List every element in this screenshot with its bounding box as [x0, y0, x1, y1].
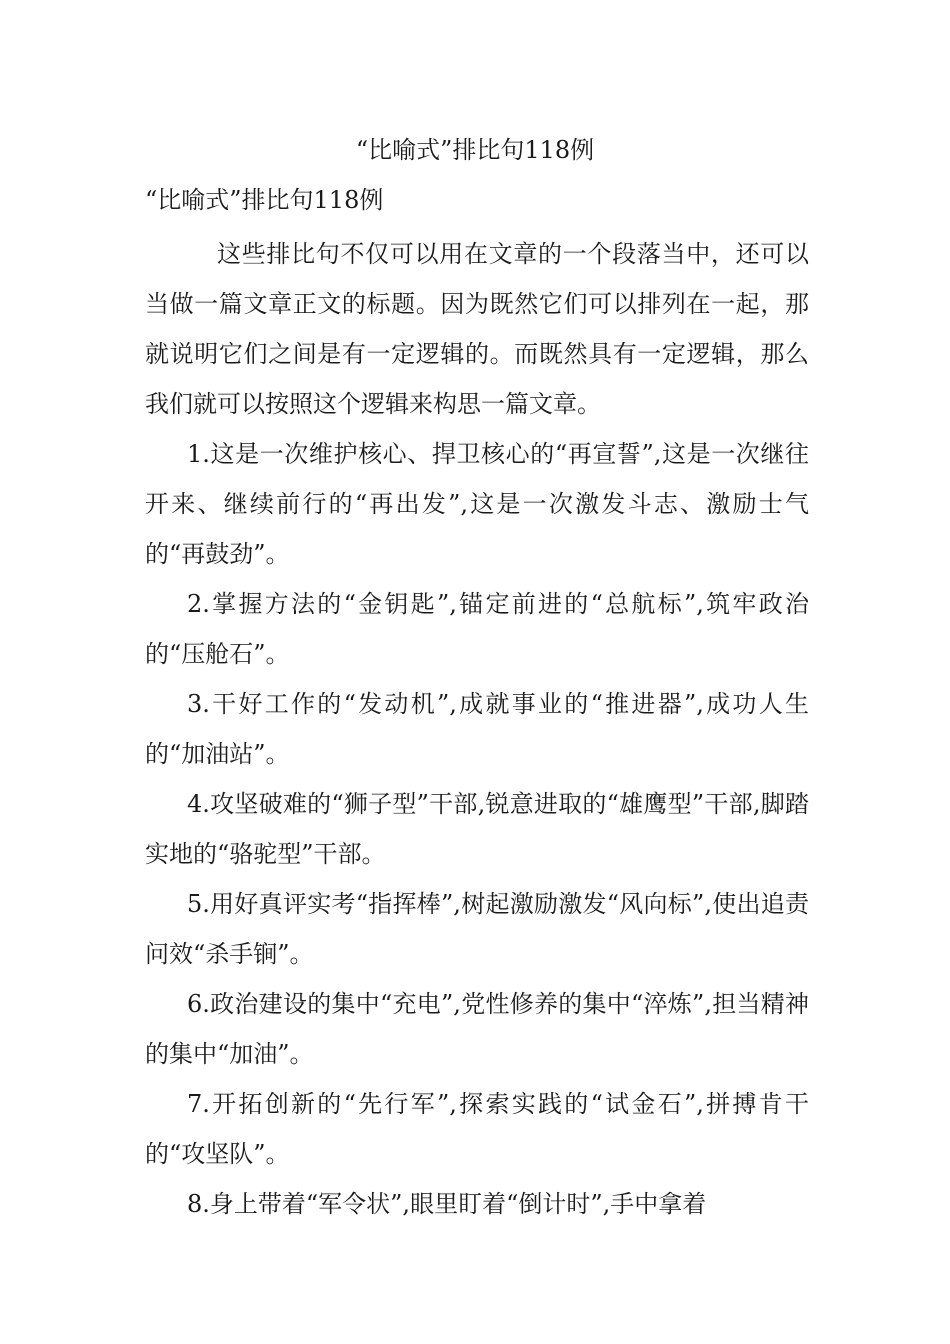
list-item: 8.身上带着“军令状”,眼里盯着“倒计时”,手中拿着 [187, 1190, 707, 1218]
list-item: 5.用好真评实考“指挥棒”,树起激励激发“风向标”,使出追责问效“杀手锏”。 [145, 890, 809, 968]
document-body [145, 181, 809, 1229]
list-item: 3.干好工作的“发动机”,成就事业的“推进器”,成功人生的“加油站”。 [145, 690, 809, 768]
document-subtitle: “比喻式”排比句118例 [145, 186, 384, 214]
list-item: 2.掌握方法的“金钥匙”,锚定前进的“总航标”,筑牢政治的“压舱石”。 [145, 590, 809, 668]
document-title: “比喻式”排比句118例 [355, 136, 595, 164]
intro-paragraph: 这些排比句不仅可以用在文章的一个段落当中，还可以当做一篇文章正文的标题。因为既然它们可以排列在一起，那就说明它们之间是有一定逻辑的。而既然具有一定逻辑，那么我们就可以按照这个逻辑来构思一篇文章。 [145, 240, 809, 418]
list-item: 6.政治建设的集中“充电”,党性修养的集中“淬炼”,担当精神的集中“加油”。 [145, 990, 809, 1068]
list-item: 4.攻坚破难的“狮子型”干部,锐意进取的“雄鹰型”干部,脚踏实地的“骆驼型”干部。 [145, 790, 809, 868]
list-item: 7.开拓创新的“先行军”,探索实践的“试金石”,拼搏肯干的“攻坚队”。 [145, 1090, 809, 1168]
list-item: 1.这是一次维护核心、捍卫核心的“再宣誓”,这是一次继往开来、继续前行的“再出发”,这是一次激发斗志、激励士气的“再鼓劲”。 [145, 440, 809, 568]
